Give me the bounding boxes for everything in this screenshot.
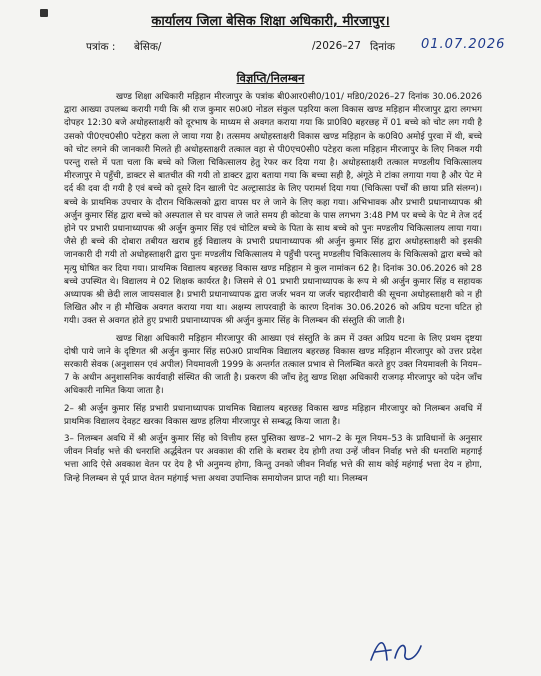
paragraph-4: 3– निलम्बन अवधि में श्री अर्जुन कुमार सिंह को वित्तीय हस्त पुस्तिका खण्ड–2 भाग–2 के मूल नियम–53 के प्राविधानों के अनुसार जीवन निर्वाह भत्ते की धनराशि अर्द्धवेतन पर अवकाश की राशि के बराबर देय होगी तथा उन्हें जीवन निर्वाह भत्ते की धनराशि महगाई भत्ता आदि ऐसे अवकाश वेतन पर देय है भी अनुमन्य होगा, किन्तु उनको जीवन निर्वाह भत्ते की साथ कोई महंगाई भत्ता देय न होगा, जिन्हे निलम्बन से पूर्व प्राप्त वेतन महंगाई भत्ता अथवा उपान्तिक समायोजन प्राप्त नही था। निलम्बन: [64, 434, 482, 484]
date-value: 01.07.2026: [421, 37, 506, 52]
paragraph-2: खण्ड शिक्षा अधिकारी मड़िहान मीरजापुर की आख्या एवं संस्तुति के क्रम में उक्त अप्रिय घटना के लिए प्रथम दृष्टया दोषी पाये जाने के दृष्टिगत श्री अर्जुन कुमार सिंह स0अ0 प्राथमिक विद्यालय बहरछह विकास खण्ड मड़िहान मीरजापुर को उत्तर प्रदेश सरकारी सेवक (अनुशासन एवं अपील) नियमावली 1999 के अन्तर्गत तत्काल प्रभाव से निलम्बित करते हुए उक्त नियमावली के नियम–7 के अधीन अनुशासनिक कार्यवाही संस्थित की जाती है। प्रकरण की जाँच हेतु खण्ड शिक्षा अधिकारी राजगढ़ मीरजापुर को पदेन जाँच अधिकारी नामित किया जाता है।: [64, 333, 482, 397]
signature-icon: [365, 632, 435, 668]
paragraph-1: खण्ड शिक्षा अधिकारी मड़िहान मीरजापुर के पत्रांक बी0आर0सी0/101/ मडि0/2026–27 दिनांक 30.06.2026 द्वारा आख्या उपलब्ध करायी गयी कि श्री राज कुमार स0अ0 नोडल संकुल पड़रिया कला विकास खण्ड मड़िहान मीरजापुर द्वारा लगभग दोपहर 12:30 बजे अधोहस्ताक्षरी को दूरभाष के माध्यम से अवगत कराया गया कि प्रा0वि0 बहरछह में 01 बच्चे को चोट लग गयी है उसको पी0एच0सी0 पटेहरा कला ले जाया गया है। तत्समय अधोहस्ताक्षरी विकास खण्ड मड़िहान के क0वि0 अमोई पुरवा में थी, बच्चे को चोट लगने की जानकारी मिलते ही अधोहस्ताक्षरी तत्काल वहा से पी0एच0सी0 पटेहरा कला मड़िहान मीरजापुर के लिए निकल गयी परन्तु रास्ते में पता चला कि बच्चे को जिला चिकित्सालय हेतु रेफर कर दिया गया है। अधोहस्ताक्षरी तत्काल मण्डलीय चिकित्सालय मीरजापुर मे पहुँची, डाक्टर से बातचीत की गयी तो डाक्टर द्वारा बताया गया कि बच्चा सही है, अंगूठे मे टांका लगाया गया है और पेट मे दर्द की दवा दी गयी है एवं बच्चे को दूसरे दिन खाली पेट अल्ट्रासाउंड के लिए परामर्श दिया गया (चिकित्सा पर्चों की छाया प्रति संलग्न)। बच्चे के प्राथमिक उपचार के दौरान चिकित्सको द्वारा वापस घर ले जाने के लिए कहा गया। अभिभावक और प्रभारी प्रधानाध्यापक श्री अर्जुन कुमार सिंह द्वारा बच्चे को अस्पताल से घर वापस ले जाते समय ही कोटवा के पास लगभग 3:48 PM पर बच्चे के पेट मे तेज दर्द होने पर प्रभारी प्रधानाध्यापक श्री अर्जुन कुमार सिंह एवं चोटिल बच्चे के पिता के साथ बच्चे को पुनः मण्डलीय चिकित्सालय लाया गया। जैसे ही बच्चे की दोबारा तबीयत खराब हुई विद्यालय के प्रभारी प्रधानाध्यापक श्री अर्जुन कुमार सिंह द्वारा अधोहस्ताक्षरी को इसकी जानकारी दी गयी तो अधोहस्ताक्षरी द्वारा पुनः मण्डलीय चिकित्सालय मे पहुँची परन्तु मण्डलीय चिकित्सालय के चिकित्सको द्वारा बच्चे को मृत्यु घोषित कर दिया गया। प्राथमिक विद्यालय बहरछह विकास खण्ड मड़िहान मे कुल नामांकन 62 है। दिनांक 30.06.2026 को 28 बच्चे उपस्थित थे। विद्यालय मे 02 शिक्षक कार्यरत है। जिसमे से 01 प्रभारी प्रधानाध्यापक के रूप मे श्री अर्जुन कुमार सिंह व सहायक अध्यापक श्री छेदी लाल जायसवाल है। प्रभारी प्रधानाध्यापक द्वारा जर्जर भवन या जर्जर चहारदीवारी की सूचना अधोहस्ताक्षरी को न ही लिखित और न ही मौखिक अवगत कराया गया था। अक्षम्य लापरवाही के कारण दिनांक 30.06.2026 को अप्रिय घटना घटित हो गयी। उक्त से अवगत होते हुए प्रभारी प्रधानाध्यापक श्री अर्जुन कुमार सिंह के निलम्बन की संस्तुति की जाती है।: [64, 92, 482, 327]
notice-body: [64, 91, 482, 486]
ref-dept: बेसिक/: [134, 41, 162, 53]
notice-title: विज्ञप्ति/निलम्बन: [236, 71, 305, 85]
office-title: कार्यालय जिला बेसिक शिक्षा अधिकारी, मीरजापुर।: [151, 14, 390, 29]
ref-number: /2026–27: [312, 40, 361, 52]
ref-label: पत्रांक :: [86, 41, 116, 53]
paragraph-3: 2– श्री अर्जुन कुमार सिंह प्रभारी प्रधानाध्यापक प्राथमिक विद्यालय बहरछह विकास खण्ड मड़िहान मीरजापुर को निलम्बन अवधि में प्राथमिक विद्यालय देवहट खरका विकास खण्ड हलिया मीरजापुर से सम्बद्ध किया जाता है।: [64, 403, 482, 427]
reference-row: [0, 37, 541, 56]
date-label: दिनांक: [370, 41, 395, 53]
